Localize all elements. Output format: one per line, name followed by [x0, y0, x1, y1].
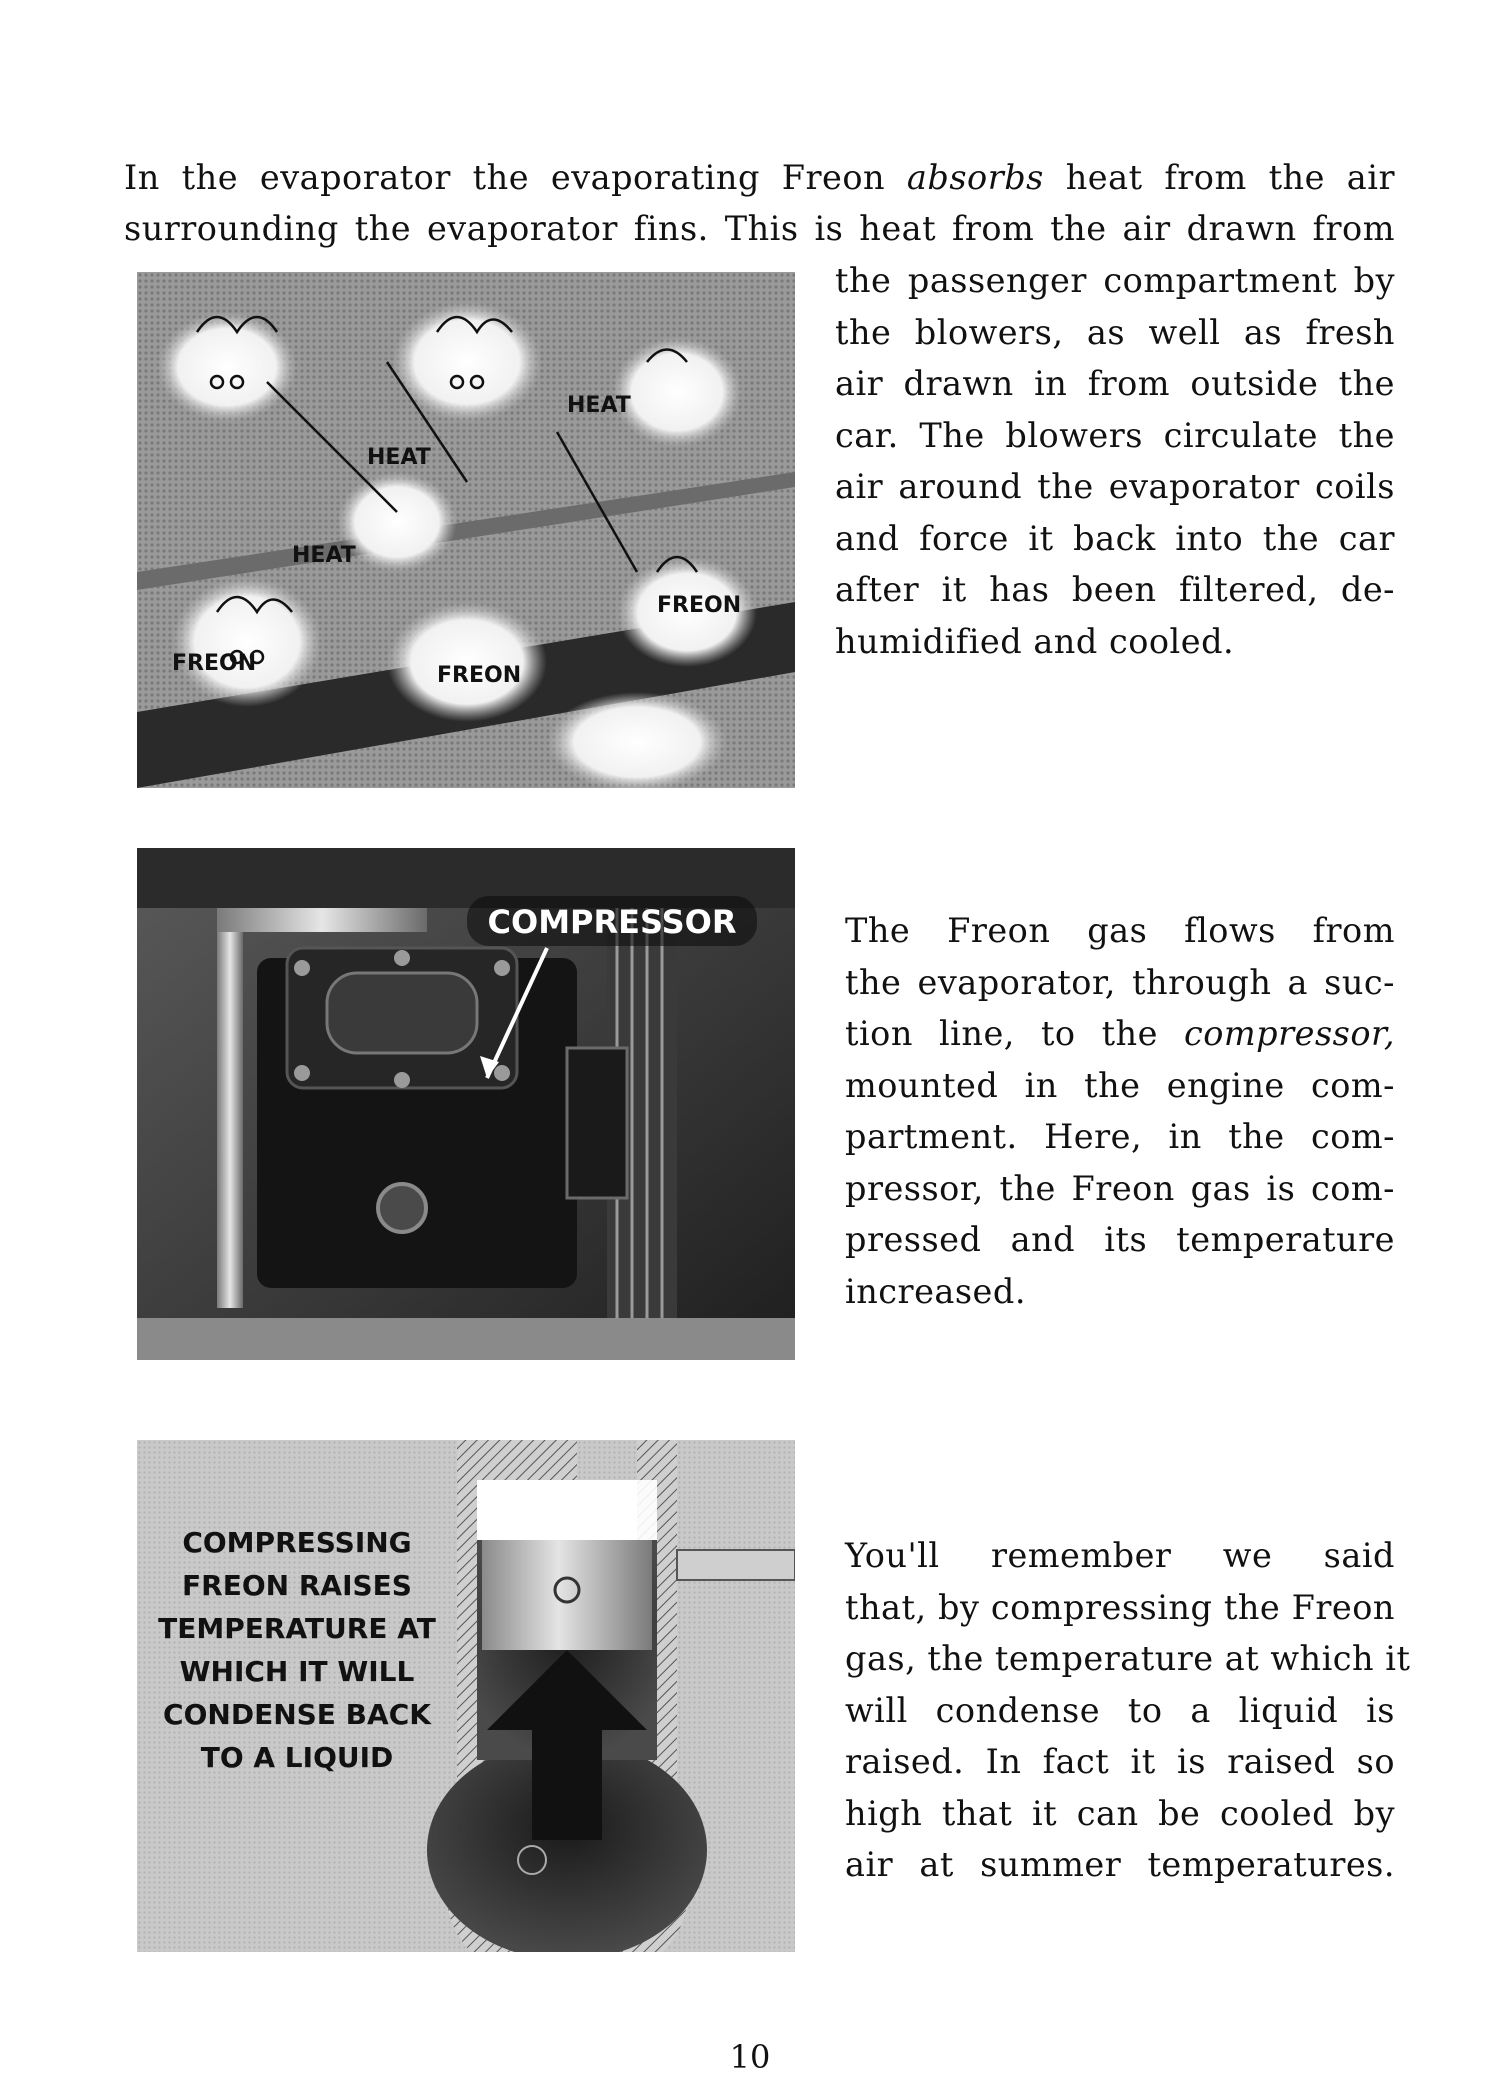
- paragraph-compressor-line: mounted in the engine com-: [845, 1065, 1395, 1105]
- paragraph-compressor-line: partment. Here, in the com-: [845, 1117, 1395, 1156]
- fig1-label-heat-3: HEAT: [292, 543, 356, 568]
- compressor-photo: [137, 848, 795, 1360]
- paragraph-compressor-line: the evaporator, through a suc-: [845, 962, 1395, 1002]
- paragraph-compressor-line: The Freon gas flows from: [845, 911, 1395, 950]
- paragraph-condense-line: You'll remember we said: [845, 1536, 1395, 1575]
- intro-paragraph: [124, 152, 1395, 204]
- fig1-label-freon-1: FREON: [172, 651, 257, 676]
- compression-diagram-figure: [137, 1440, 795, 1952]
- fig3-caption-line: FREON RAISES: [182, 1569, 412, 1602]
- page-number: 10: [729, 2038, 771, 2076]
- fig1-label-freon-2: FREON: [437, 663, 522, 688]
- intro-line-1: In the evaporator the evaporating Freon absorbs heat from the air: [124, 158, 1395, 197]
- paragraph-blowers-line: the passenger compartment by: [835, 261, 1395, 300]
- intro-line-2: surrounding the evaporator fins. This is heat from the air drawn from: [124, 209, 1395, 248]
- evaporator-cartoon-figure: [137, 272, 795, 788]
- emphasis-compressor: compressor,: [1183, 1014, 1395, 1053]
- paragraph-blowers-line: car. The blowers circulate the: [835, 415, 1395, 455]
- paragraph-blowers-line: and force it back into the car: [835, 518, 1395, 558]
- fig3-caption-line: TEMPERATURE AT: [158, 1612, 436, 1645]
- compressor-photo-figure: [137, 848, 795, 1360]
- fig1-label-heat-2: HEAT: [567, 393, 631, 418]
- paragraph-condense-line: raised. In fact it is raised so: [845, 1742, 1395, 1781]
- paragraph-condense-line: that, by compressing the Freon: [845, 1587, 1395, 1627]
- fig1-label-freon-3: FREON: [657, 593, 742, 618]
- paragraph-condense-line: will condense to a liquid is: [845, 1690, 1395, 1730]
- paragraph-condense: [845, 1530, 1411, 1891]
- paragraph-blowers-line: air around the evaporator coils: [835, 467, 1395, 506]
- emphasis-absorbs: absorbs: [906, 158, 1044, 197]
- paragraph-condense-line: high that it can be cooled by: [845, 1793, 1395, 1833]
- paragraph-blowers-line: humidified and cooled.: [835, 621, 1235, 661]
- fig3-caption-line: WHICH IT WILL: [179, 1655, 415, 1688]
- paragraph-compressor-line: pressed and its temperature: [845, 1220, 1395, 1259]
- paragraph-compressor-line: tion line, to the compressor,: [845, 1014, 1395, 1053]
- fig3-caption-line: TO A LIQUID: [200, 1741, 394, 1774]
- paragraph-blowers-line: after it has been filtered, de-: [835, 570, 1395, 609]
- paragraph-blowers: [835, 255, 1395, 667]
- evaporator-cartoon-illustration: [137, 272, 795, 788]
- fig2-label-compressor: COMPRESSOR: [487, 903, 737, 941]
- piston-cylinder-diagram: [137, 1440, 795, 1952]
- paragraph-compressor: [845, 905, 1395, 1317]
- paragraph-condense-line: gas, the temperature at which it: [845, 1639, 1411, 1678]
- fig1-label-heat-1: HEAT: [367, 445, 431, 470]
- paragraph-compressor-line: pressor, the Freon gas is com-: [845, 1168, 1395, 1208]
- fig3-caption-line: COMPRESSING: [182, 1526, 412, 1559]
- paragraph-blowers-line: the blowers, as well as fresh: [835, 312, 1395, 352]
- paragraph-compressor-line: increased.: [845, 1271, 1026, 1311]
- fig3-caption-line: CONDENSE BACK: [163, 1698, 431, 1731]
- paragraph-blowers-line: air drawn in from outside the: [835, 364, 1395, 403]
- paragraph-condense-line: air at summer temperatures.: [845, 1845, 1395, 1884]
